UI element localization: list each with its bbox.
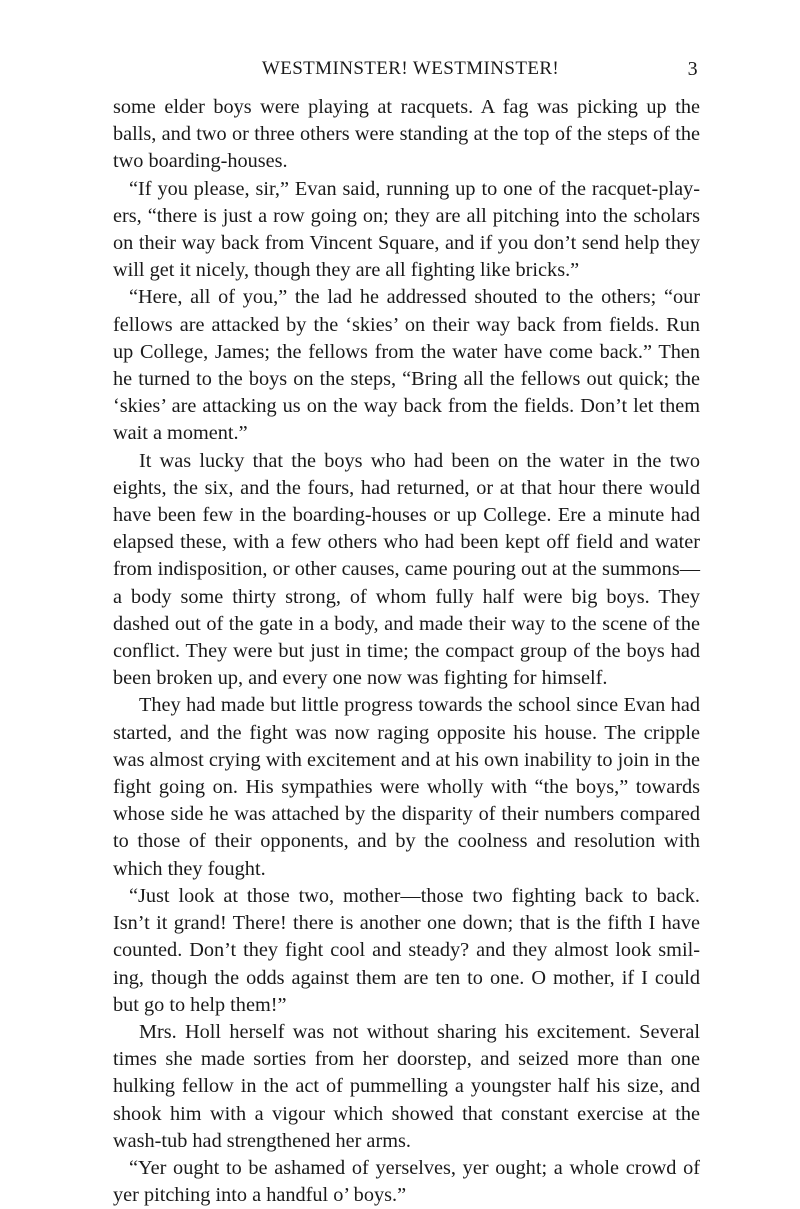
paragraph-continued: some elder boys were playing at racquets. A fag was picking up the balls, and two or three others were standing at the top of the steps of the two boarding-houses.	[113, 96, 700, 173]
page-number: 3	[687, 58, 698, 80]
running-title: WESTMINSTER! WESTMINSTER!	[261, 58, 560, 79]
paragraph-evan-reports-row: “If you please, sir,” Evan said, running up to one of the racquet-players, “there is just a row going on; they are all pitching into the scholars on their way back from Vincent Square, and if you don’t send help they will get it nicely, though they are all fighting like bricks.”	[113, 177, 700, 282]
body-text	[113, 94, 700, 1209]
paragraph-lad-shouts: “Here, all of you,” the lad he addressed shouted to the others; “our fellows are attacked by the ‘skies’ on their way back from fields. Run up College, James; the fellows from the water have come back.” Then he turned to the boys on the steps, “Bring all the fellows out quick; the ‘skies’ are attacking us on the way back from the fields. Don’t let them wait a moment.”	[113, 286, 700, 445]
paragraph-yer-ought: “Yer ought to be ashamed of yerselves, yer ought; a whole crowd of yer pitching into a handful o’ boys.”	[113, 1156, 700, 1207]
running-head	[113, 54, 700, 84]
book-page	[113, 54, 700, 1209]
paragraph-look-at-those-two: “Just look at those two, mother—those two fighting back to back. Isn’t it grand! There! there is another one down; that is the fifth I have counted. Don’t they fight cool and steady? and they almost look smiling, though the odds against them are ten to one. O mother, if I could but go to help them!”	[113, 884, 700, 1016]
paragraph-cripple-watches: They had made but little progress towards the school since Evan had started, and the fight was now raging opposite his house. The cripple was almost crying with excitement and at his own inability to join in the fight going on. His sympathies were wholly with “the boys,” towards whose side he was attached by the disparity of their numbers compared to those of their opponents, and by the coolness and resolution with which they fought.	[113, 694, 700, 880]
paragraph-boys-return: It was lucky that the boys who had been on the water in the two eights, the six, and the fours, had returned, or at that hour there would have been few in the boarding-houses or up College. Ere a minute had elapsed these, with a few others who had been kept off field and water from indisposition, or other causes, came pouring out at the summons—a body some thirty strong, of whom fully half were big boys. They dashed out of the gate in a body, and made their way to the scene of the conflict. They were but just in time; the compact group of the boys had been broken up, and every one now was fighting for himself.	[113, 449, 700, 690]
paragraph-mrs-holl: Mrs. Holl herself was not without sharing his excitement. Several times she made sorties from her doorstep, and seized more than one hulking fellow in the act of pummelling a youngster half his size, and shook him with a vigour which showed that constant exercise at the wash-tub had strengthened her arms.	[113, 1020, 700, 1152]
